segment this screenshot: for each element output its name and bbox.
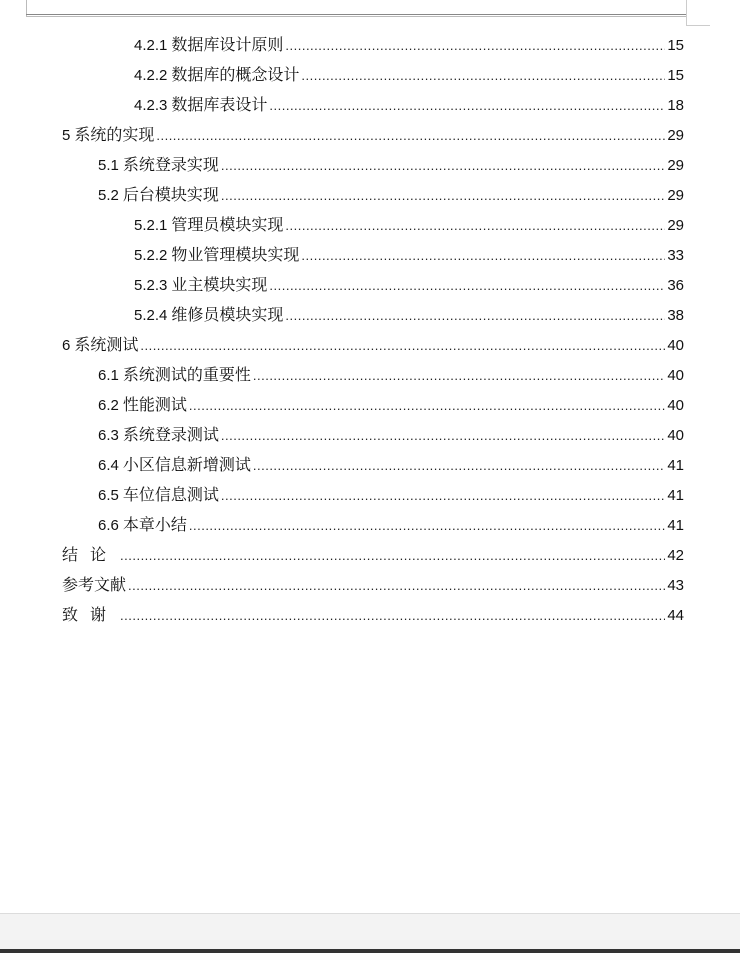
toc-entry[interactable]: [134, 30, 684, 60]
toc-entry-title: 系统登录实现: [122, 155, 219, 174]
toc-dot-leader: [189, 391, 665, 421]
toc-dot-leader: [221, 181, 665, 211]
toc-entry-title: 数据库设计原则: [171, 35, 284, 54]
toc-entry[interactable]: [98, 390, 684, 420]
header-rule: [26, 14, 686, 15]
window-status-bar: [0, 913, 740, 950]
toc-entry[interactable]: [134, 300, 684, 330]
toc-entry-number: 5.1: [98, 157, 119, 174]
toc-entry-title: 致谢: [62, 605, 119, 624]
toc-entry-page-number: 29: [667, 127, 684, 144]
toc-entry[interactable]: [98, 150, 684, 180]
toc-entry-title: 性能测试: [122, 395, 187, 414]
toc-entry-number: 5: [62, 127, 71, 144]
toc-dot-leader: [285, 31, 665, 61]
toc-entry-page-number: 40: [667, 427, 684, 444]
toc-entry-number: 6.1: [98, 367, 119, 384]
toc-entry-page-number: 29: [667, 187, 684, 204]
toc-entry-title: 系统测试: [74, 335, 139, 354]
toc-entry-page-number: 33: [667, 247, 684, 264]
window-bottom-edge: [0, 949, 740, 953]
toc-entry[interactable]: [98, 480, 684, 510]
toc-entry-title: 系统登录测试: [122, 425, 219, 444]
toc-dot-leader: [140, 331, 665, 361]
toc-dot-leader: [120, 601, 665, 631]
toc-entry-page-number: 15: [667, 67, 684, 84]
toc-entry-number: 6.4: [98, 457, 119, 474]
toc-entry-title: 本章小结: [122, 515, 187, 534]
toc-entry-title: 业主模块实现: [171, 275, 268, 294]
toc-entry-title: 物业管理模块实现: [171, 245, 300, 264]
toc-entry-page-number: 15: [667, 37, 684, 54]
toc-entry-number: 6.6: [98, 517, 119, 534]
toc-dot-leader: [253, 361, 665, 391]
toc-entry[interactable]: [134, 240, 684, 270]
toc-entry-title: 后台模块实现: [122, 185, 219, 204]
toc-entry[interactable]: [62, 120, 684, 150]
toc-entry-page-number: 29: [667, 157, 684, 174]
toc-entry[interactable]: [98, 510, 684, 540]
toc-entry-number: 5.2: [98, 187, 119, 204]
toc-entry-number: 5.2.3: [134, 277, 168, 294]
toc-entry[interactable]: [134, 270, 684, 300]
toc-entry-title: 参考文献: [62, 575, 127, 594]
toc-entry-title: 系统的实现: [74, 125, 155, 144]
toc-entry[interactable]: [62, 540, 684, 570]
toc-entry[interactable]: [134, 60, 684, 90]
toc-entry-page-number: 18: [667, 97, 684, 114]
toc-entry-page-number: 40: [667, 337, 684, 354]
toc-dot-leader: [120, 541, 665, 571]
toc-entry[interactable]: [98, 450, 684, 480]
toc-entry[interactable]: [134, 90, 684, 120]
toc-entry[interactable]: [62, 600, 684, 630]
toc-dot-leader: [285, 301, 665, 331]
toc-entry-page-number: 40: [667, 367, 684, 384]
toc-entry-title: 数据库表设计: [171, 95, 268, 114]
toc-entry-number: 4.2.1: [134, 37, 168, 54]
toc-dot-leader: [189, 511, 665, 541]
toc-entry[interactable]: [62, 330, 684, 360]
toc-dot-leader: [269, 91, 665, 121]
toc-entry-page-number: 42: [667, 547, 684, 564]
toc-dot-leader: [301, 241, 665, 271]
toc-entry-title: 系统测试的重要性: [122, 365, 251, 384]
toc-entry-page-number: 40: [667, 397, 684, 414]
toc-dot-leader: [253, 451, 665, 481]
toc-entry-page-number: 38: [667, 307, 684, 324]
header-rule-secondary: [26, 16, 686, 17]
toc-entry-title: 维修员模块实现: [171, 305, 284, 324]
toc-dot-leader: [221, 151, 665, 181]
toc-dot-leader: [301, 61, 665, 91]
page-corner-mark-right-horizontal: [686, 25, 710, 26]
toc-entry-number: 4.2.2: [134, 67, 168, 84]
toc-entry[interactable]: [98, 360, 684, 390]
toc-entry-page-number: 44: [667, 607, 684, 624]
toc-entry-page-number: 41: [667, 517, 684, 534]
toc-entry-number: 5.2.1: [134, 217, 168, 234]
toc-entry[interactable]: [98, 180, 684, 210]
toc-entry-number: 6: [62, 337, 71, 354]
toc-dot-leader: [285, 211, 665, 241]
toc-entry-number: 6.5: [98, 487, 119, 504]
toc-entry[interactable]: [62, 570, 684, 600]
toc-dot-leader: [221, 481, 665, 511]
toc-entry-number: 5.2.2: [134, 247, 168, 264]
toc-entry-title: 小区信息新增测试: [122, 455, 251, 474]
toc-entry-title: 结论: [62, 545, 119, 564]
toc-entry-page-number: 29: [667, 217, 684, 234]
toc-dot-leader: [128, 571, 665, 601]
toc-entry-number: 6.2: [98, 397, 119, 414]
toc-entry-title: 管理员模块实现: [171, 215, 284, 234]
toc-entry-number: 4.2.3: [134, 97, 168, 114]
toc-entry-page-number: 43: [667, 577, 684, 594]
toc-entry[interactable]: [98, 420, 684, 450]
toc-dot-leader: [221, 421, 665, 451]
toc-entry-number: 5.2.4: [134, 307, 168, 324]
toc-entry-page-number: 41: [667, 457, 684, 474]
toc-dot-leader: [269, 271, 665, 301]
toc-entry-page-number: 36: [667, 277, 684, 294]
toc-entry-number: 6.3: [98, 427, 119, 444]
toc-entry[interactable]: [134, 210, 684, 240]
page-corner-mark-right: [686, 0, 687, 26]
toc-entry-title: 车位信息测试: [122, 485, 219, 504]
toc-entry-title: 数据库的概念设计: [171, 65, 300, 84]
toc-entry-page-number: 41: [667, 487, 684, 504]
toc-dot-leader: [156, 121, 665, 151]
